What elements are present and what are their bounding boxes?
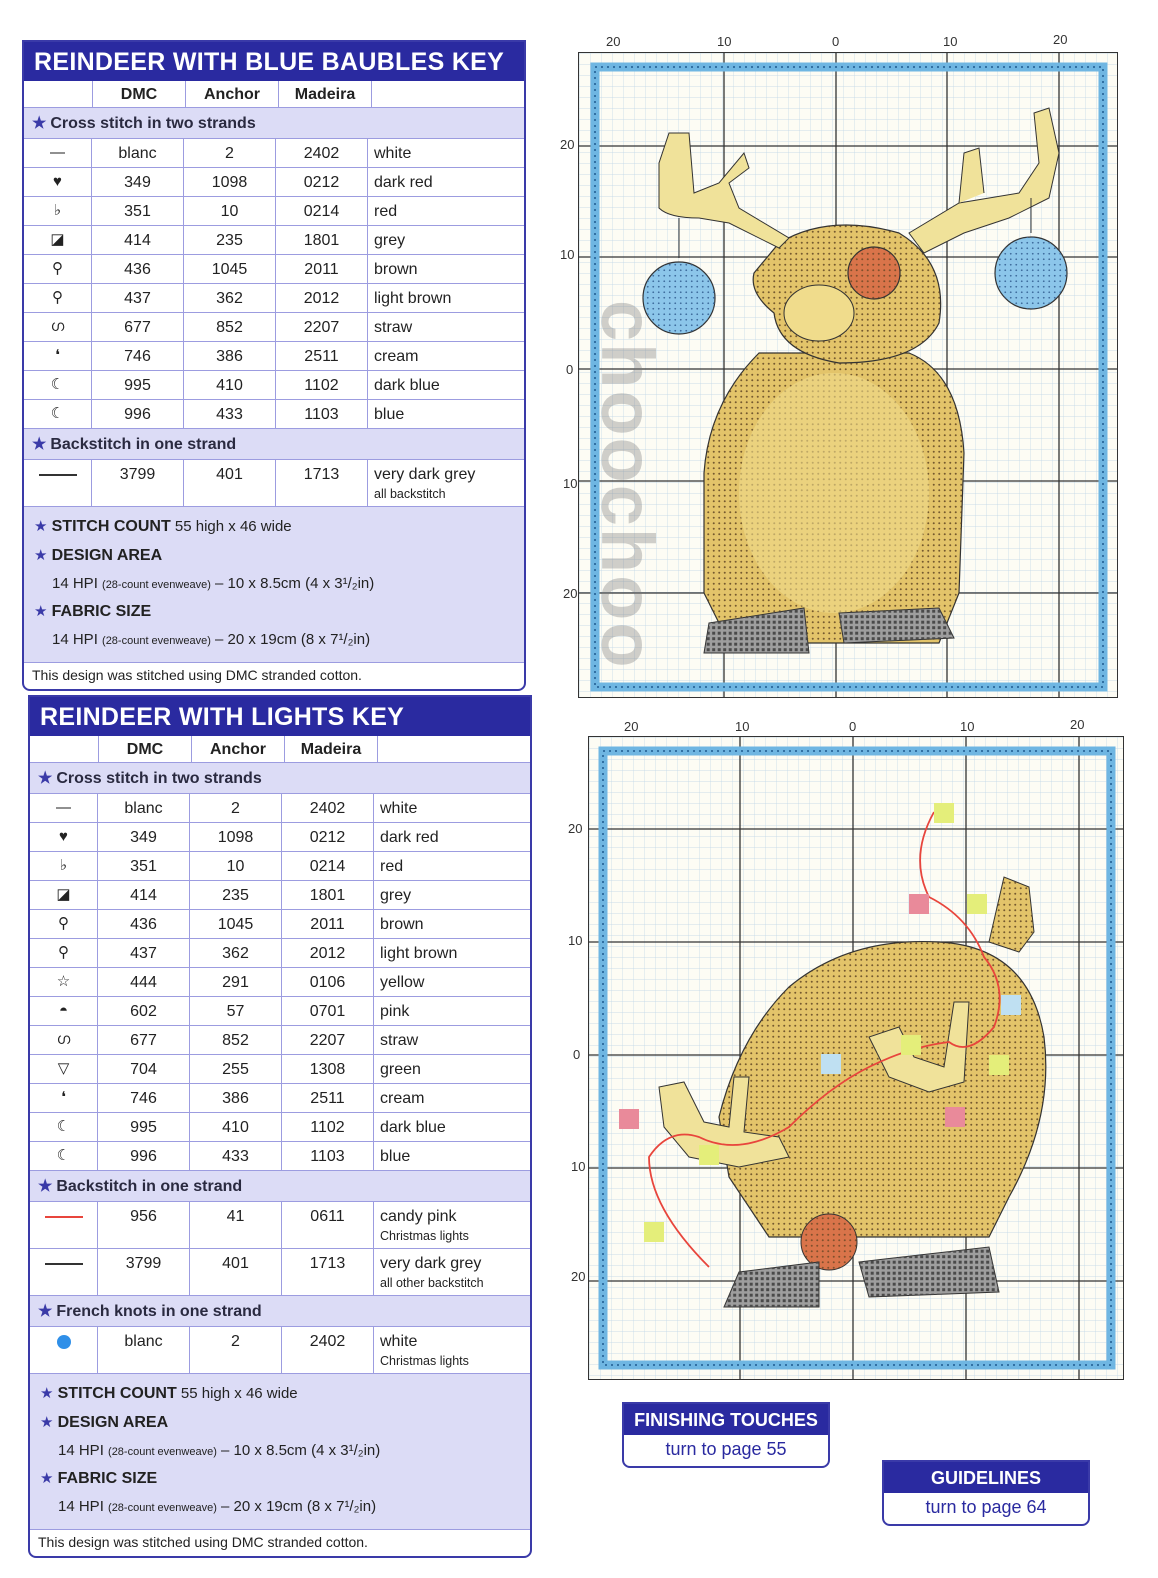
cell-anchor: 852 bbox=[184, 313, 276, 341]
table-row bbox=[30, 794, 530, 823]
star-icon: ★ bbox=[38, 1178, 53, 1195]
cell-dmc: 436 bbox=[98, 910, 190, 938]
cell-anchor: 386 bbox=[190, 1084, 282, 1112]
header-madeira: Madeira bbox=[285, 736, 378, 762]
cell-dmc: 437 bbox=[98, 939, 190, 967]
cell-madeira: 2012 bbox=[276, 284, 368, 312]
cell-dmc: 746 bbox=[92, 342, 184, 370]
cell-name: dark blue bbox=[380, 1119, 446, 1136]
axis-top-label: 20 bbox=[606, 34, 621, 49]
table-row bbox=[30, 939, 530, 968]
cell-madeira: 2012 bbox=[282, 939, 374, 967]
french-knot-dot-icon bbox=[30, 1327, 98, 1373]
symbol-icon: ☆ bbox=[30, 968, 98, 996]
section-backstitch: ★ Backstitch in one strand bbox=[30, 1171, 530, 1202]
cell-madeira: 0701 bbox=[282, 997, 374, 1025]
cell-name: brown bbox=[374, 261, 418, 278]
cell-anchor: 362 bbox=[190, 939, 282, 967]
symbol-icon: ▽ bbox=[30, 1055, 98, 1083]
cell-name: blue bbox=[374, 406, 405, 423]
symbol-icon: ☾ bbox=[30, 1113, 98, 1141]
table-row bbox=[30, 968, 530, 997]
axis-left-label: 10 bbox=[568, 933, 583, 948]
cell-anchor: 41 bbox=[190, 1202, 282, 1248]
cell-madeira: 2402 bbox=[282, 1327, 374, 1373]
cell-anchor: 410 bbox=[184, 371, 276, 399]
symbol-icon: ◪ bbox=[24, 226, 92, 254]
cell-dmc: 996 bbox=[92, 400, 184, 428]
symbol-icon: ⚲ bbox=[30, 939, 98, 967]
key-title: REINDEER WITH BLUE BAUBLES KEY bbox=[24, 42, 524, 81]
table-row bbox=[24, 460, 524, 507]
cross-stitch-chart-lights bbox=[588, 736, 1124, 1380]
cell-dmc: 349 bbox=[98, 823, 190, 851]
axis-top-label: 20 bbox=[1070, 717, 1085, 732]
cell-name: light brown bbox=[380, 945, 458, 962]
cell-madeira: 1801 bbox=[276, 226, 368, 254]
cell-madeira: 1308 bbox=[282, 1055, 374, 1083]
cell-name: cream bbox=[380, 1090, 425, 1107]
cell-name: green bbox=[380, 1061, 421, 1078]
symbol-icon: ♥ bbox=[24, 168, 92, 196]
cell-name: blue bbox=[380, 1148, 411, 1165]
cell-dmc: 414 bbox=[92, 226, 184, 254]
table-row bbox=[30, 881, 530, 910]
cell-name: red bbox=[380, 858, 404, 875]
axis-left-label: 0 bbox=[566, 362, 574, 377]
cell-dmc: 746 bbox=[98, 1084, 190, 1112]
cell-anchor: 255 bbox=[190, 1055, 282, 1083]
cell-madeira: 1801 bbox=[282, 881, 374, 909]
table-row bbox=[30, 1202, 530, 1249]
cell-dmc: 704 bbox=[98, 1055, 190, 1083]
symbol-icon: ☾ bbox=[30, 1142, 98, 1170]
cell-madeira: 0212 bbox=[276, 168, 368, 196]
section-french-knots: ★ French knots in one strand bbox=[30, 1296, 530, 1327]
section-cross-stitch: ★ Cross stitch in two strands bbox=[24, 108, 524, 139]
key-header-row bbox=[30, 736, 530, 763]
symbol-icon: ഗ bbox=[24, 313, 92, 341]
cell-dmc: 3799 bbox=[92, 460, 184, 506]
cell-dmc: 351 bbox=[92, 197, 184, 225]
cell-name: yellow bbox=[380, 974, 425, 991]
header-anchor: Anchor bbox=[192, 736, 285, 762]
table-row bbox=[24, 313, 524, 342]
key-header-row bbox=[24, 81, 524, 108]
symbol-icon: ◪ bbox=[30, 881, 98, 909]
cell-name: white bbox=[380, 800, 418, 817]
axis-left-label: 10 bbox=[560, 247, 575, 262]
section-cross-stitch: ★ Cross stitch in two strands bbox=[30, 763, 530, 794]
cell-madeira: 0214 bbox=[276, 197, 368, 225]
cell-dmc: 349 bbox=[92, 168, 184, 196]
cell-madeira: 0106 bbox=[282, 968, 374, 996]
cell-madeira: 1103 bbox=[282, 1142, 374, 1170]
table-row bbox=[24, 371, 524, 400]
axis-top-label: 10 bbox=[943, 34, 958, 49]
cell-dmc: 436 bbox=[92, 255, 184, 283]
symbol-icon: ⚲ bbox=[30, 910, 98, 938]
cell-madeira: 1713 bbox=[276, 460, 368, 506]
axis-top-label: 10 bbox=[735, 719, 750, 734]
cell-dmc: 956 bbox=[98, 1202, 190, 1248]
star-icon: ★ bbox=[32, 436, 47, 453]
table-row bbox=[30, 910, 530, 939]
line-swatch bbox=[24, 460, 92, 506]
cell-madeira: 2011 bbox=[282, 910, 374, 938]
symbol-icon: ☾ bbox=[24, 400, 92, 428]
section-backstitch: ★ Backstitch in one strand bbox=[24, 429, 524, 460]
star-icon: ★ bbox=[38, 770, 53, 787]
cell-madeira: 2207 bbox=[282, 1026, 374, 1054]
cell-madeira: 2511 bbox=[282, 1084, 374, 1112]
cell-madeira: 2402 bbox=[282, 794, 374, 822]
symbol-icon: ♭ bbox=[30, 852, 98, 880]
table-row bbox=[30, 1249, 530, 1296]
symbol-icon: ⚲ bbox=[24, 255, 92, 283]
symbol-icon: ♥ bbox=[30, 823, 98, 851]
table-row bbox=[30, 852, 530, 881]
cell-dmc: 995 bbox=[92, 371, 184, 399]
cross-stitch-rows bbox=[30, 794, 530, 1171]
cell-anchor: 433 bbox=[190, 1142, 282, 1170]
table-row bbox=[30, 823, 530, 852]
symbol-icon: — bbox=[24, 139, 92, 167]
cell-name: cream bbox=[374, 348, 419, 365]
cell-madeira: 0212 bbox=[282, 823, 374, 851]
symbol-icon: ♭ bbox=[24, 197, 92, 225]
star-icon: ★ bbox=[38, 1303, 53, 1320]
cell-anchor: 2 bbox=[190, 1327, 282, 1373]
table-row bbox=[24, 168, 524, 197]
key-title: REINDEER WITH LIGHTS KEY bbox=[30, 697, 530, 736]
symbol-icon: ◓ bbox=[30, 997, 98, 1025]
cell-anchor: 235 bbox=[190, 881, 282, 909]
cell-name: white bbox=[374, 145, 412, 162]
cell-name: red bbox=[374, 203, 398, 220]
cell-anchor: 10 bbox=[184, 197, 276, 225]
axis-top-label: 10 bbox=[960, 719, 975, 734]
table-row bbox=[30, 1026, 530, 1055]
axis-left-label: 20 bbox=[563, 586, 578, 601]
cell-name: white Christmas lights bbox=[380, 1333, 469, 1368]
table-row bbox=[24, 255, 524, 284]
cell-anchor: 2 bbox=[190, 794, 282, 822]
cell-name: very dark grey all other backstitch bbox=[380, 1255, 484, 1290]
cell-dmc: 414 bbox=[98, 881, 190, 909]
cell-anchor: 362 bbox=[184, 284, 276, 312]
line-swatch bbox=[30, 1202, 98, 1248]
cell-dmc: 677 bbox=[98, 1026, 190, 1054]
line-swatch bbox=[30, 1249, 98, 1295]
cell-anchor: 57 bbox=[190, 997, 282, 1025]
header-dmc: DMC bbox=[93, 81, 186, 107]
axis-left-label: 10 bbox=[571, 1159, 586, 1174]
cell-name: dark red bbox=[380, 829, 439, 846]
axis-left-label: 20 bbox=[560, 137, 575, 152]
table-row bbox=[30, 1142, 530, 1171]
cell-name: candy pink Christmas lights bbox=[380, 1208, 469, 1243]
guidelines-page: turn to page 64 bbox=[925, 1497, 1047, 1517]
cell-anchor: 401 bbox=[190, 1249, 282, 1295]
cell-name: straw bbox=[374, 319, 413, 336]
cell-anchor: 235 bbox=[184, 226, 276, 254]
cell-madeira: 0214 bbox=[282, 852, 374, 880]
table-row bbox=[24, 284, 524, 313]
table-row bbox=[30, 1113, 530, 1142]
guidelines-link[interactable] bbox=[882, 1460, 1090, 1526]
symbol-icon: ❛ bbox=[24, 342, 92, 370]
star-icon: ★ bbox=[32, 115, 47, 132]
cell-anchor: 1045 bbox=[190, 910, 282, 938]
cell-anchor: 433 bbox=[184, 400, 276, 428]
key-note: This design was stitched using DMC stranded cotton. bbox=[30, 1529, 530, 1556]
table-row bbox=[30, 1084, 530, 1113]
cell-anchor: 10 bbox=[190, 852, 282, 880]
axis-top-label: 20 bbox=[1053, 32, 1068, 47]
cell-anchor: 852 bbox=[190, 1026, 282, 1054]
header-madeira: Madeira bbox=[279, 81, 372, 107]
cell-name: dark red bbox=[374, 174, 433, 191]
key-note: This design was stitched using DMC stranded cotton. bbox=[24, 662, 524, 689]
cell-dmc: 995 bbox=[98, 1113, 190, 1141]
symbol-icon: ഗ bbox=[30, 1026, 98, 1054]
cell-name: pink bbox=[380, 1003, 410, 1020]
key-footer: ★ STITCH COUNT 55 high x 46 wide ★ DESIGN AREA 14 HPI (28-count evenweave) – 10 x 8.5cm (4 x 3¹/₂in) ★ FABRIC SIZE 14 HPI (28-count evenweave) – 20 x 19cm (8 x 7¹/₂in) bbox=[30, 1374, 530, 1529]
cell-dmc: 444 bbox=[98, 968, 190, 996]
axis-left-label: 20 bbox=[571, 1269, 586, 1284]
cell-name: light brown bbox=[374, 290, 452, 307]
cell-madeira: 1102 bbox=[276, 371, 368, 399]
axis-left-label: 20 bbox=[568, 821, 583, 836]
symbol-icon: ☾ bbox=[24, 371, 92, 399]
table-row bbox=[30, 997, 530, 1026]
finishing-touches-link[interactable] bbox=[622, 1402, 830, 1468]
cell-anchor: 2 bbox=[184, 139, 276, 167]
symbol-icon: ⚲ bbox=[24, 284, 92, 312]
cell-name: brown bbox=[380, 916, 424, 933]
cell-name: grey bbox=[380, 887, 412, 904]
cell-dmc: blanc bbox=[98, 794, 190, 822]
cell-anchor: 1098 bbox=[184, 168, 276, 196]
cell-madeira: 0611 bbox=[282, 1202, 374, 1248]
cell-dmc: 3799 bbox=[98, 1249, 190, 1295]
watermark-text: choochoo bbox=[586, 300, 669, 670]
cell-anchor: 401 bbox=[184, 460, 276, 506]
cross-stitch-rows bbox=[24, 139, 524, 429]
cell-dmc: 996 bbox=[98, 1142, 190, 1170]
key-footer: ★ STITCH COUNT 55 high x 46 wide ★ DESIGN AREA 14 HPI (28-count evenweave) – 10 x 8.5cm (4 x 3¹/₂in) ★ FABRIC SIZE 14 HPI (28-count evenweave) – 20 x 19cm (8 x 7¹/₂in) bbox=[24, 507, 524, 662]
symbol-icon: — bbox=[30, 794, 98, 822]
finishing-touches-title: FINISHING TOUCHES bbox=[624, 1404, 828, 1435]
cell-madeira: 1713 bbox=[282, 1249, 374, 1295]
header-dmc: DMC bbox=[99, 736, 192, 762]
cell-madeira: 1103 bbox=[276, 400, 368, 428]
table-row bbox=[30, 1055, 530, 1084]
cell-anchor: 1098 bbox=[190, 823, 282, 851]
table-row bbox=[24, 139, 524, 168]
cell-name: straw bbox=[380, 1032, 419, 1049]
axis-top-label: 20 bbox=[624, 719, 639, 734]
axis-top-label: 0 bbox=[832, 34, 840, 49]
cell-name: dark blue bbox=[374, 377, 440, 394]
axis-top-label: 10 bbox=[717, 34, 732, 49]
symbol-icon: ❛ bbox=[30, 1084, 98, 1112]
guidelines-title: GUIDELINES bbox=[884, 1462, 1088, 1493]
cell-dmc: 602 bbox=[98, 997, 190, 1025]
table-row bbox=[30, 1327, 530, 1374]
cell-madeira: 2011 bbox=[276, 255, 368, 283]
cell-dmc: blanc bbox=[98, 1327, 190, 1373]
table-row bbox=[24, 197, 524, 226]
key-table-lights bbox=[28, 695, 532, 1558]
header-anchor: Anchor bbox=[186, 81, 279, 107]
cell-dmc: 437 bbox=[92, 284, 184, 312]
finishing-touches-page: turn to page 55 bbox=[665, 1439, 787, 1459]
cell-anchor: 291 bbox=[190, 968, 282, 996]
cell-name: grey bbox=[374, 232, 406, 249]
table-row bbox=[24, 342, 524, 371]
cell-anchor: 410 bbox=[190, 1113, 282, 1141]
key-table-blue-baubles bbox=[22, 40, 526, 691]
cell-madeira: 2511 bbox=[276, 342, 368, 370]
cell-dmc: 677 bbox=[92, 313, 184, 341]
axis-left-label: 10 bbox=[563, 476, 578, 491]
cell-name: very dark grey all backstitch bbox=[374, 466, 476, 501]
cell-anchor: 386 bbox=[184, 342, 276, 370]
cell-dmc: blanc bbox=[92, 139, 184, 167]
cell-madeira: 2402 bbox=[276, 139, 368, 167]
cell-madeira: 1102 bbox=[282, 1113, 374, 1141]
table-row bbox=[24, 226, 524, 255]
cell-anchor: 1045 bbox=[184, 255, 276, 283]
cell-madeira: 2207 bbox=[276, 313, 368, 341]
table-row bbox=[24, 400, 524, 429]
axis-top-label: 0 bbox=[849, 719, 857, 734]
cell-dmc: 351 bbox=[98, 852, 190, 880]
axis-left-label: 0 bbox=[573, 1047, 581, 1062]
